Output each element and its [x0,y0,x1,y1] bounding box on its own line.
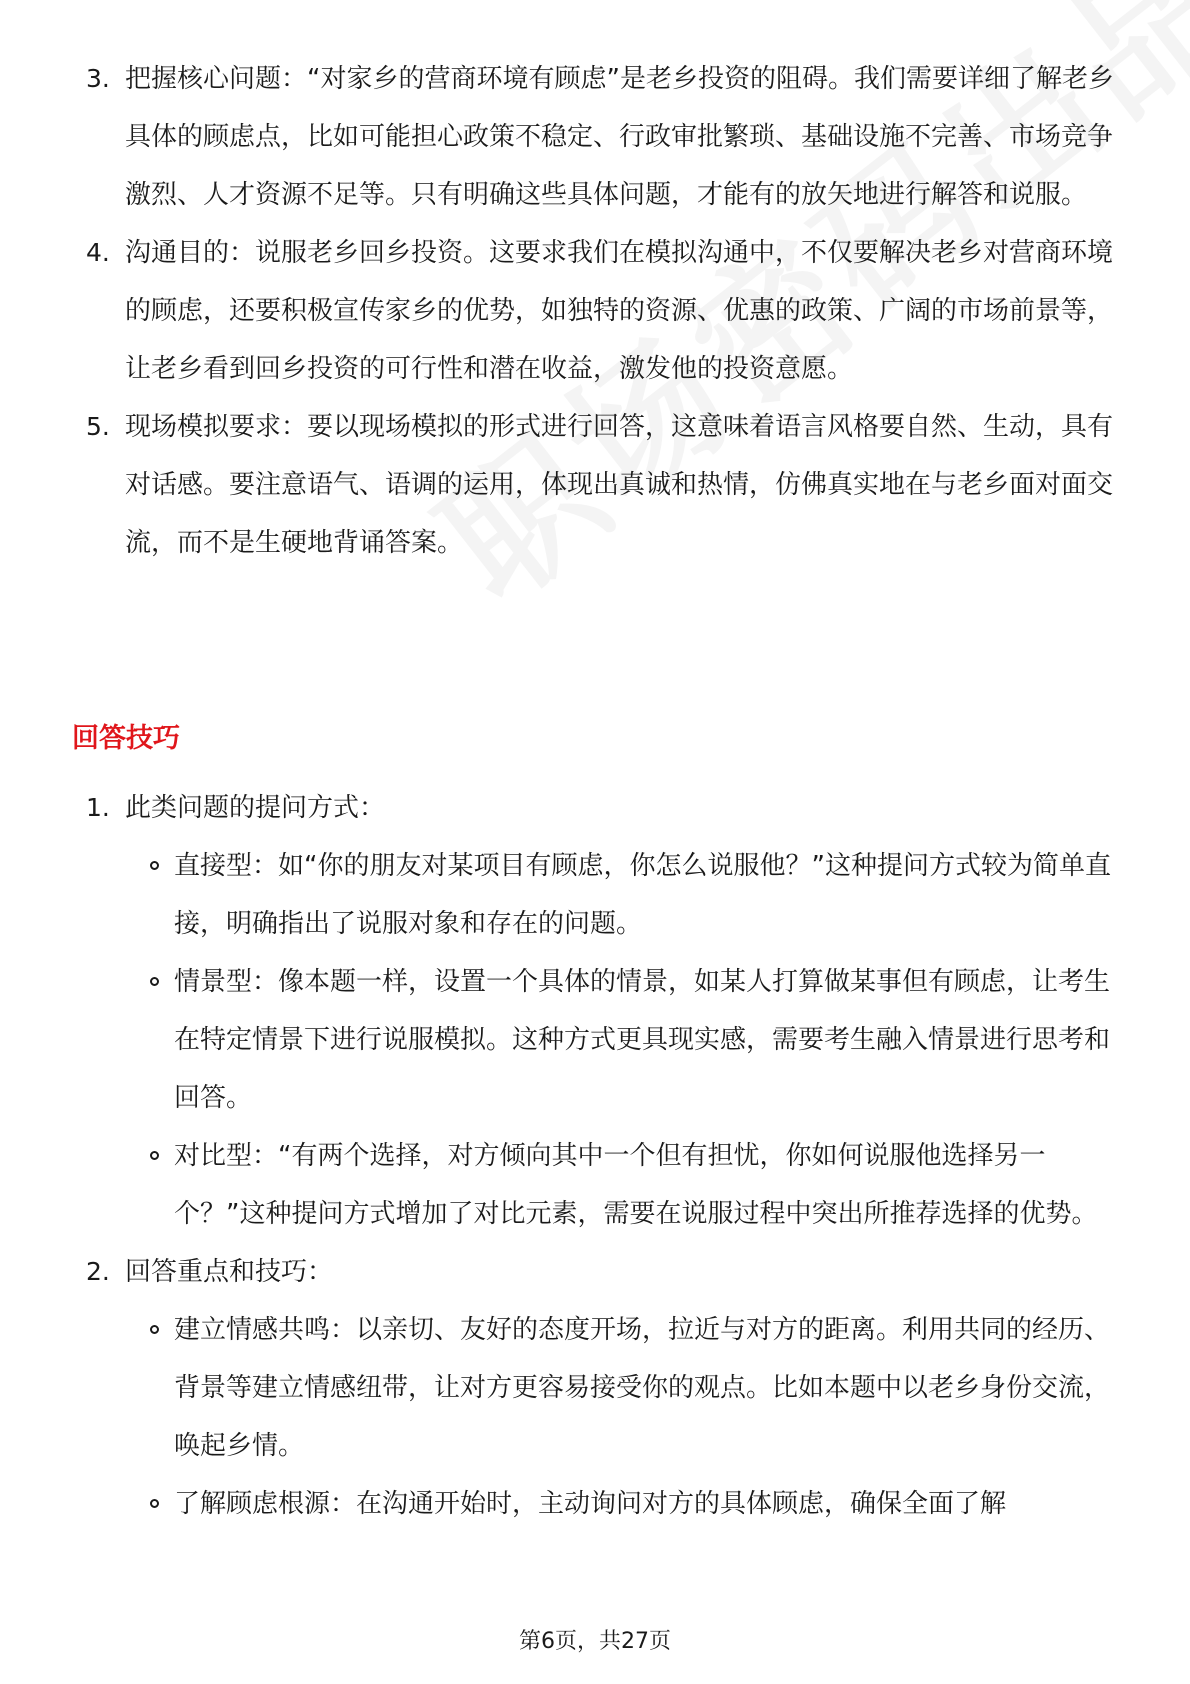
bullet-text: 建立情感共鸣：以亲切、友好的态度开场，拉近与对方的距离。利用共同的经历、背景等建立情感纽带，让对方更容易接受你的观点。比如本题中以老乡身份交流，唤起乡情。 [174,1315,1111,1461]
list-item-number: 2. [86,1257,110,1286]
bullet-item [174,1475,1134,1533]
bullet-text: 直接型：如“你的朋友对某项目有顾虑，你怎么说服他？”这种提问方式较为简单直接，明确指出了说服对象和存在的问题。 [174,851,1111,939]
list-item-text: 把握核心问题：“对家乡的营商环境有顾虑”是老乡投资的阻碍。我们需要详细了解老乡具体的顾虑点，比如可能担心政策不稳定、行政审批繁琐、基础设施不完善、市场竞争激烈、人才资源不足等。只有明确这些具体问题，才能有的放矢地进行解答和说服。 [125,64,1114,210]
hollow-bullet-icon [150,1325,159,1334]
list-item [0,1243,1190,1533]
list-item [0,50,1190,224]
tips-list [0,779,1190,1533]
bullet-text: 对比型：“有两个选择，对方倾向其中一个但有担忧，你如何说服他选择另一个？”这种提问方式增加了对比元素，需要在说服过程中突出所推荐选择的优势。 [174,1141,1098,1229]
list-item [0,779,1190,1243]
bullet-text: 情景型：像本题一样，设置一个具体的情景，如某人打算做某事但有顾虑，让考生在特定情景下进行说服模拟。这种方式更具现实感，需要考生融入情景进行思考和回答。 [174,967,1111,1113]
bullet-item [174,837,1134,953]
list-item-number: 4. [86,238,110,267]
list-item-text: 回答重点和技巧： [125,1257,334,1287]
section-heading: 回答技巧 [72,723,180,754]
list-item-number: 5. [86,412,110,441]
hollow-bullet-icon [150,1499,159,1508]
list-item [0,224,1190,398]
hollow-bullet-icon [150,977,159,986]
hollow-bullet-icon [150,861,159,870]
list-item [0,398,1190,572]
bullet-item [174,953,1134,1127]
analysis-list [0,50,1190,572]
bullet-item [174,1301,1134,1475]
bullet-text: 了解顾虑根源：在沟通开始时，主动询问对方的具体顾虑，确保全面了解 [174,1489,1007,1519]
list-item-text: 此类问题的提问方式： [125,793,386,823]
list-item-number: 1. [86,793,110,822]
page-footer: 第6页，共27页 [519,1629,671,1654]
list-item-number: 3. [86,64,110,93]
list-item-text: 现场模拟要求：要以现场模拟的形式进行回答，这意味着语言风格要自然、生动，具有对话感。要注意语气、语调的运用，体现出真诚和热情，仿佛真实地在与老乡面对面交流，而不是生硬地背诵答案。 [125,412,1114,558]
list-item-text: 沟通目的：说服老乡回乡投资。这要求我们在模拟沟通中，不仅要解决老乡对营商环境的顾虑，还要积极宣传家乡的优势，如独特的资源、优惠的政策、广阔的市场前景等，让老乡看到回乡投资的可行性和潜在收益，激发他的投资意愿。 [125,238,1114,384]
hollow-bullet-icon [150,1151,159,1160]
bullet-item [174,1127,1134,1243]
